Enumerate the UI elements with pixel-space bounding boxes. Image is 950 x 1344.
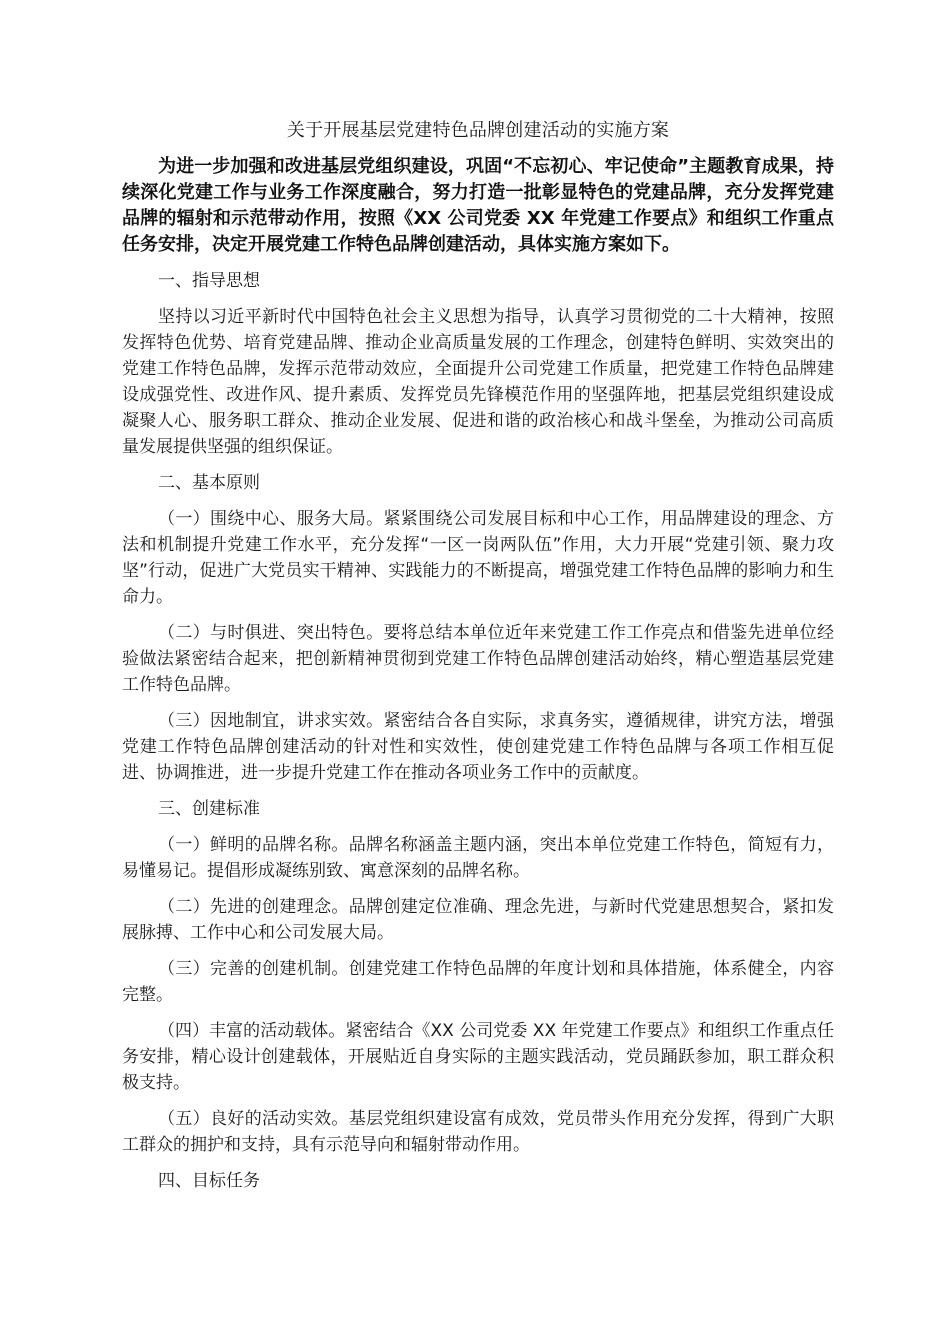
- section-paragraph-guiding-ideology: 坚持以习近平新时代中国特色社会主义思想为指导，认真学习贯彻党的二十大精神，按照发挥特色优势、培育党建品牌、推动企业高质量发展的工作理念，创建特色鲜明、实效突出的党建工作特色品牌，发挥示范带动效应，全面提升公司党建工作质量，把党建工作特色品牌建设成强党性、改进作风、提升素质、发挥党员先锋模范作用的坚强阵地，把基层党组织建设成凝聚人心、服务职工群众、推动企业发展、促进和谐的政治核心和战斗堡垒，为推动公司高质量发展提供坚强的组织保证。: [122, 307, 834, 457]
- principle-item-1: （一）围绕中心、服务大局。紧紧围绕公司发展目标和中心工作，用品牌建设的理念、方法和机制提升党建工作水平，充分发挥“一区一岗两队伍”作用，大力开展“党建引领、聚力攻坚”行动，促进广大党员实干精神、实践能力的不断提高，增强党建工作特色品牌的影响力和生命力。: [122, 509, 834, 607]
- section-heading-creation-standards: 三、创建标准: [158, 799, 260, 819]
- section-heading-basic-principles: 二、基本原则: [158, 473, 260, 493]
- standard-item-1: （一）鲜明的品牌名称。品牌名称涵盖主题内涵，突出本单位党建工作特色，简短有力，易懂易记。提倡形成凝练别致、寓意深刻的品牌名称。: [122, 835, 834, 881]
- principle-item-2: （二）与时俱进、突出特色。要将总结本单位近年来党建工作工作亮点和借鉴先进单位经验做法紧密结合起来，把创新精神贯彻到党建工作特色品牌创建活动始终，精心塑造基层党建工作特色品牌。: [122, 623, 834, 695]
- standard-item-3: （三）完善的创建机制。创建党建工作特色品牌的年度计划和具体措施，体系健全，内容完整。: [122, 959, 834, 1005]
- document-title: 关于开展基层党建特色品牌创建活动的实施方案: [286, 120, 670, 141]
- principle-item-3: （三）因地制宜，讲求实效。紧密结合各自实际，求真务实，遵循规律，讲究方法，增强党建工作特色品牌创建活动的针对性和实效性，使创建党建工作特色品牌与各项工作相互促进、协调推进，进一步提升党建工作在推动各项业务工作中的贡献度。: [122, 711, 834, 783]
- intro-paragraph: 为进一步加强和改进基层党组织建设，巩固“不忘初心、牢记使命”主题教育成果，持续深化党建工作与业务工作深度融合，努力打造一批彰显特色的党建品牌，充分发挥党建品牌的辐射和示范带动作用，按照《XX 公司党委 XX 年党建工作要点》和组织工作重点任务安排，决定开展党建工作特色品牌创建活动，具体实施方案如下。: [122, 156, 834, 255]
- section-heading-guiding-ideology: 一、指导思想: [158, 271, 260, 291]
- section-heading-goals-tasks: 四、目标任务: [158, 1171, 260, 1191]
- standard-item-2: （二）先进的创建理念。品牌创建定位准确、理念先进，与新时代党建思想契合，紧扣发展脉搏、工作中心和公司发展大局。: [122, 897, 834, 943]
- document-page: [122, 118, 834, 1204]
- standard-item-5: （五）良好的活动实效。基层党组织建设富有成效，党员带头作用充分发挥，得到广大职工群众的拥护和支持，具有示范导向和辐射带动作用。: [122, 1109, 834, 1155]
- standard-item-4: （四）丰富的活动载体。紧密结合《XX 公司党委 XX 年党建工作要点》和组织工作重点任务安排，精心设计创建载体，开展贴近自身实际的主题实践活动，党员踊跃参加，职工群众积极支持。: [122, 1021, 834, 1093]
